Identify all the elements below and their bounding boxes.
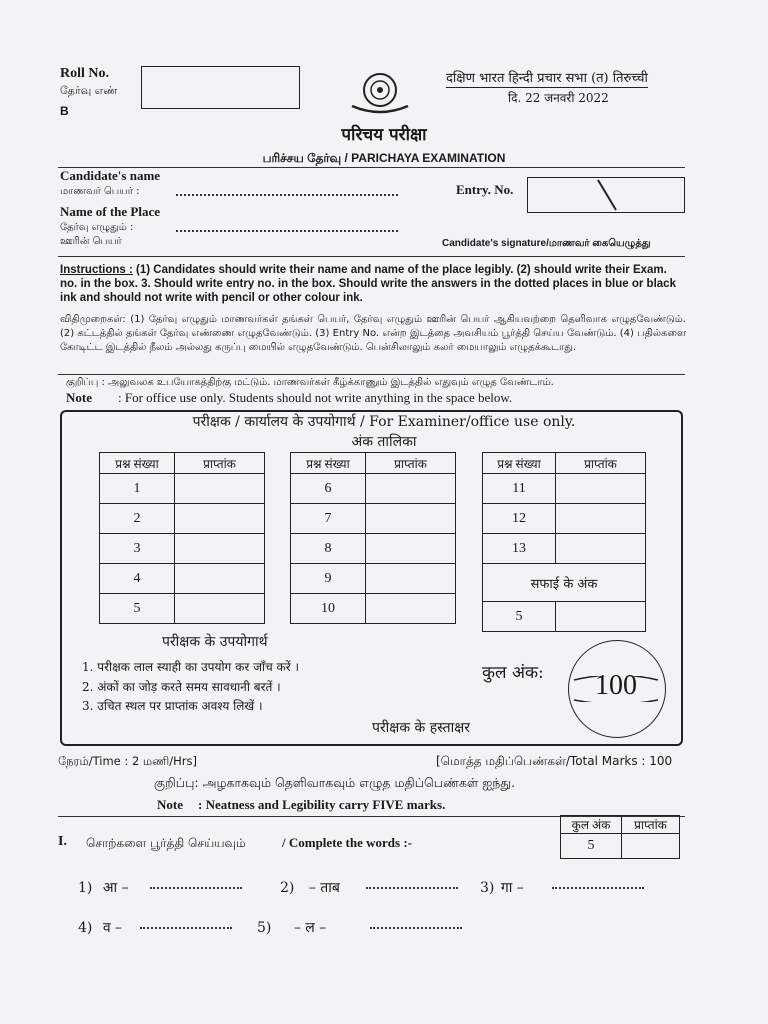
total-label: कुल अंक: bbox=[482, 663, 544, 683]
section-marks-table bbox=[560, 815, 680, 859]
question-number: 13 bbox=[483, 534, 556, 564]
table-row bbox=[291, 564, 456, 594]
candidate-divider bbox=[58, 256, 685, 257]
examiner-rule: 1. परीक्षक लाल स्याही का उपयोग कर जाँच करें । bbox=[82, 660, 299, 674]
item-text: – ल – bbox=[293, 920, 327, 936]
question-number: 1 bbox=[100, 474, 175, 504]
question-number: 8 bbox=[291, 534, 366, 564]
place-field[interactable] bbox=[176, 230, 398, 232]
section-number: I. bbox=[58, 834, 67, 849]
item-1-answer-field[interactable] bbox=[150, 887, 242, 889]
table-row bbox=[483, 564, 646, 602]
sabha-logo-icon bbox=[348, 70, 412, 116]
marks-cell[interactable] bbox=[175, 504, 265, 534]
instructions-body: (1) Candidates should write their name and name of the place legibly. (2) should write their Exam. no. in the box. 3. Should write entry no. in the box. Should write the answers in the dotted places in blue or black ink and should not write with pencil or other colour ink. bbox=[60, 264, 676, 304]
item-text: – ताब bbox=[308, 880, 340, 896]
office-note-tamil: குறிப்பு : அலுவலக உபயோகத்திற்கு மட்டும். மாணவர்கள் கீழ்க்காணும் இடத்தில் எதுவும் எழுத வேண்டாம். bbox=[66, 377, 554, 388]
table-row bbox=[291, 504, 456, 534]
table-row bbox=[291, 534, 456, 564]
item-1 bbox=[78, 878, 129, 897]
item-number: 1) bbox=[78, 880, 93, 896]
item-text: व – bbox=[102, 920, 123, 936]
examiner-rule: 3. उचित स्थल पर प्राप्तांक अवश्य लिखें । bbox=[82, 699, 263, 713]
col-marks: प्राप्तांक bbox=[556, 453, 646, 474]
sabha-name: दक्षिण भारत हिन्दी प्रचार सभा (त) तिरुच्ची bbox=[446, 68, 648, 88]
marks-cell[interactable] bbox=[556, 534, 646, 564]
item-3-answer-field[interactable] bbox=[552, 887, 644, 889]
item-text: आ – bbox=[102, 880, 129, 896]
neatness-marks: 5 bbox=[483, 602, 556, 632]
section-title-tamil: சொற்களை பூர்த்தி செய்யவும் bbox=[86, 836, 246, 850]
question-number: 11 bbox=[483, 474, 556, 504]
marks-cell[interactable] bbox=[175, 534, 265, 564]
col-question: प्रश्न संख्या bbox=[483, 453, 556, 474]
neatness-label: सफाई के अंक bbox=[483, 564, 646, 602]
question-number: 7 bbox=[291, 504, 366, 534]
item-3 bbox=[480, 878, 524, 897]
exam-date: दि. 22 जनवरी 2022 bbox=[508, 91, 609, 105]
place-tamil-2: ஊரின் பெயர் bbox=[60, 236, 122, 247]
question-number: 4 bbox=[100, 564, 175, 594]
place-tamil-1: தேர்வு எழுதும் : bbox=[60, 222, 134, 233]
set-code: B bbox=[60, 104, 69, 118]
instructions-divider bbox=[58, 374, 685, 375]
col-obtained: प्राप्तांक bbox=[622, 816, 680, 834]
marks-cell[interactable] bbox=[366, 504, 456, 534]
marks-cell[interactable] bbox=[556, 602, 646, 632]
exam-title-hindi: परिचय परीक्षा bbox=[341, 125, 427, 145]
marks-table-subtitle: अंक तालिका bbox=[351, 434, 417, 450]
question-number: 9 bbox=[291, 564, 366, 594]
question-number: 12 bbox=[483, 504, 556, 534]
section-total: 5 bbox=[561, 834, 622, 859]
marks-cell[interactable] bbox=[366, 564, 456, 594]
marks-cell[interactable] bbox=[175, 594, 265, 624]
col-question: प्रश्न संख्या bbox=[100, 453, 175, 474]
question-number: 5 bbox=[100, 594, 175, 624]
marks-cell[interactable] bbox=[366, 594, 456, 624]
item-4 bbox=[78, 918, 122, 937]
entry-no-label: Entry. No. bbox=[456, 182, 514, 197]
item-5 bbox=[257, 918, 326, 937]
neatness-note-tamil: குறிப்பு: அழகாகவும் தெளிவாகவும் எழுத மதிப்பெண்கள் ஐந்து. bbox=[154, 775, 516, 790]
table-row bbox=[291, 474, 456, 504]
table-row bbox=[100, 534, 265, 564]
item-number: 5) bbox=[257, 920, 272, 936]
examiner-box-title: परीक्षक / कार्यालय के उपयोगार्थ / For Examiner/office use only. bbox=[192, 414, 576, 430]
office-note-label: Note bbox=[66, 390, 92, 405]
marks-cell[interactable] bbox=[175, 564, 265, 594]
col-marks: प्राप्तांक bbox=[175, 453, 265, 474]
total-marks-value: 100 bbox=[595, 670, 637, 701]
item-2-answer-field[interactable] bbox=[366, 887, 458, 889]
place-label: Name of the Place bbox=[60, 204, 160, 219]
candidate-name-label: Candidate's name bbox=[60, 168, 161, 183]
instructions-heading: Instructions : bbox=[60, 264, 133, 276]
roll-no-box[interactable] bbox=[141, 66, 300, 109]
question-number: 6 bbox=[291, 474, 366, 504]
table-row bbox=[561, 834, 680, 859]
table-row bbox=[100, 474, 265, 504]
col-total: कुल अंक bbox=[561, 816, 622, 834]
question-number: 2 bbox=[100, 504, 175, 534]
examiner-use-label: परीक्षक के उपयोगार्थ bbox=[162, 634, 268, 650]
candidate-name-tamil: மாணவர் பெயர் : bbox=[60, 186, 140, 197]
col-question: प्रश्न संख्या bbox=[291, 453, 366, 474]
marks-cell[interactable] bbox=[556, 474, 646, 504]
question-number: 10 bbox=[291, 594, 366, 624]
instructions-tamil: விதிமுறைகள்: (1) தேர்வு எழுதும் மாணவர்கள் தங்கள் பெயர், தேர்வு எழுதும் ஊரின் பெயர் ஆகியவற்றை தெளிவாக எழுதவேண்டும். (2) கட்டத்தில் தங்கள் தேர்வு எண்ணை எழுதவேண்டும். (3) Entry No. என்ற இடத்தை அவசியம் பூர்த்தி செய்ய வேண்டும். (4) பதில்களை கோடிட்ட இடத்தில் நீலம் அல்லது கருப்பு மையில் எழுதவேண்டும். பென்சிலாலும் கலர் மையாலும் எழுதக்கூடாது. bbox=[60, 314, 686, 353]
exam-title-line: பரிச்சய தேர்வு / PARICHAYA EXAMINATION bbox=[262, 151, 506, 165]
entry-no-box[interactable] bbox=[527, 177, 685, 213]
marks-table-1 bbox=[99, 452, 265, 624]
table-row bbox=[483, 474, 646, 504]
col-marks: प्राप्तांक bbox=[366, 453, 456, 474]
item-text: गा – bbox=[500, 880, 524, 896]
examiner-rule: 2. अंकों का जोड़ करते समय सावधानी बरतें । bbox=[82, 680, 281, 694]
candidate-name-field[interactable] bbox=[176, 194, 398, 196]
section-obtained-cell[interactable] bbox=[622, 834, 680, 859]
table-row bbox=[483, 504, 646, 534]
question-number: 3 bbox=[100, 534, 175, 564]
entry-slash-mark bbox=[528, 178, 684, 212]
office-note-english: : For office use only. Students should not write anything in the space below. bbox=[118, 390, 513, 405]
neatness-note-english: : Neatness and Legibility carry FIVE marks. bbox=[198, 797, 446, 812]
candidate-signature-label: Candidate's signature/மாணவர் கையெழுத்து bbox=[442, 238, 651, 249]
table-row bbox=[483, 534, 646, 564]
marks-cell[interactable] bbox=[366, 474, 456, 504]
table-row bbox=[483, 602, 646, 632]
marks-cell[interactable] bbox=[366, 534, 456, 564]
table-row bbox=[100, 564, 265, 594]
marks-cell[interactable] bbox=[175, 474, 265, 504]
roll-no-tamil-label: தேர்வு எண் bbox=[60, 84, 118, 97]
item-number: 3) bbox=[480, 880, 495, 896]
time-label: நேரம்/Time : 2 மணி/Hrs] bbox=[58, 754, 197, 768]
section-title-english: / Complete the words :- bbox=[282, 835, 412, 850]
marks-table-2 bbox=[290, 452, 456, 624]
table-row bbox=[291, 594, 456, 624]
item-5-answer-field[interactable] bbox=[370, 927, 462, 929]
item-number: 4) bbox=[78, 920, 93, 936]
total-marks-label: [மொத்த மதிப்பெண்கள்/Total Marks : 100 bbox=[436, 754, 673, 768]
item-4-answer-field[interactable] bbox=[140, 927, 232, 929]
item-number: 2) bbox=[280, 880, 295, 896]
marks-cell[interactable] bbox=[556, 504, 646, 534]
roll-no-label: Roll No. bbox=[60, 66, 109, 81]
examiner-signature: परीक्षक के हस्ताक्षर bbox=[372, 720, 470, 736]
item-2 bbox=[280, 878, 340, 897]
table-row bbox=[100, 594, 265, 624]
marks-table-3 bbox=[482, 452, 646, 632]
instructions-english bbox=[60, 263, 686, 305]
table-row bbox=[100, 504, 265, 534]
neatness-note-label: Note bbox=[157, 797, 183, 812]
